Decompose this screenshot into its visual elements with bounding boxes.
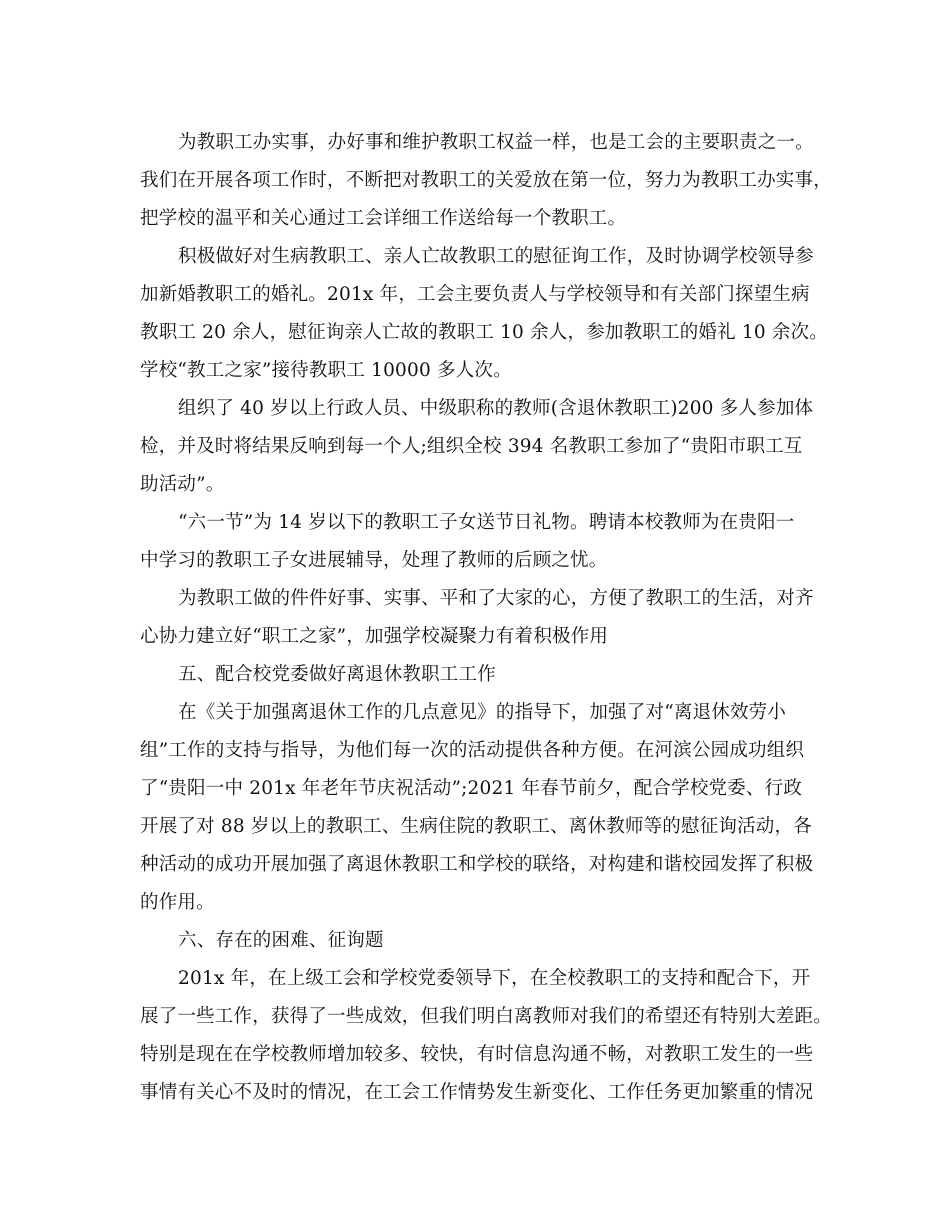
paragraph-line: 学校“教工之家”接待教职工 10000 多人次。	[140, 360, 512, 381]
paragraph-line: 心协力建立好“职工之家”，加强学校凝聚力有着积极作用	[140, 626, 609, 647]
paragraph-line: 了“贵阳一中 201x 年老年节庆祝活动”;2021 年春节前夕，配合学校党委、行政	[140, 778, 803, 799]
paragraph-line: 加新婚教职工的婚礼。201x 年，工会主要负责人与学校领导和有关部门探望生病	[140, 284, 810, 305]
paragraph-line: 助活动”。	[140, 474, 225, 495]
paragraph-line: 教职工 20 余人，慰征询亲人亡故的教职工 10 余人，参加教职工的婚礼 10 余次。	[140, 322, 829, 343]
paragraph-line: 组织了 40 岁以上行政人员、中级职称的教师(含退休教职工)200 多人参加体	[178, 398, 814, 419]
paragraph-line: 中学习的教职工子女进展辅导，处理了教师的后顾之忧。	[140, 550, 608, 571]
paragraph-line: 为教职工办实事，办好事和维护教职工权益一样，也是工会的主要职责之一。	[178, 132, 814, 153]
paragraph-line: 把学校的温平和关心通过工会详细工作送给每一个教职工。	[140, 208, 627, 229]
section-heading: 六、存在的困难、征询题	[178, 930, 384, 951]
section-heading: 五、配合校党委做好离退休教职工工作	[178, 664, 496, 685]
paragraph-line: 在《关于加强离退休工作的几点意见》的指导下，加强了对“离退休效劳小	[178, 702, 787, 723]
paragraph-line: 特别是现在在学校教师增加较多、较快，有时信息沟通不畅，对教职工发生的一些	[140, 1044, 814, 1065]
paragraph-line: “六一节”为 14 岁以下的教职工子女送节日礼物。聘请本校教师为在贵阳一	[178, 512, 795, 533]
paragraph-line: 开展了对 88 岁以上的教职工、生病住院的教职工、离休教师等的慰征询活动，各	[140, 816, 812, 837]
paragraph-line: 种活动的成功开展加强了离退休教职工和学校的联络，对构建和谐校园发挥了积极	[140, 854, 814, 875]
paragraph-line: 积极做好对生病教职工、亲人亡故教职工的慰征询工作，及时协调学校领导参	[178, 246, 814, 267]
paragraph-line: 展了一些工作，获得了一些成效，但我们明白离教师对我们的希望还有特别大差距。	[140, 1006, 832, 1027]
paragraph-line: 检，并及时将结果反响到每一个人;组织全校 394 名教职工参加了“贵阳市职工互	[140, 436, 803, 457]
paragraph-line: 我们在开展各项工作时，不断把对教职工的关爱放在第一位，努力为教职工办实事，	[140, 170, 832, 191]
paragraph-line: 为教职工做的件件好事、实事、平和了大家的心，方便了教职工的生活，对齐	[178, 588, 814, 609]
paragraph-line: 201x 年，在上级工会和学校党委领导下，在全校教职工的支持和配合下，开	[178, 968, 811, 989]
paragraph-line: 的作用。	[140, 892, 215, 913]
paragraph-line: 事情有关心不及时的情况，在工会工作情势发生新变化、工作任务更加繁重的情况	[140, 1082, 814, 1103]
paragraph-line: 组”工作的支持与指导，为他们每一次的活动提供各种方便。在河滨公园成功组织	[140, 740, 805, 761]
